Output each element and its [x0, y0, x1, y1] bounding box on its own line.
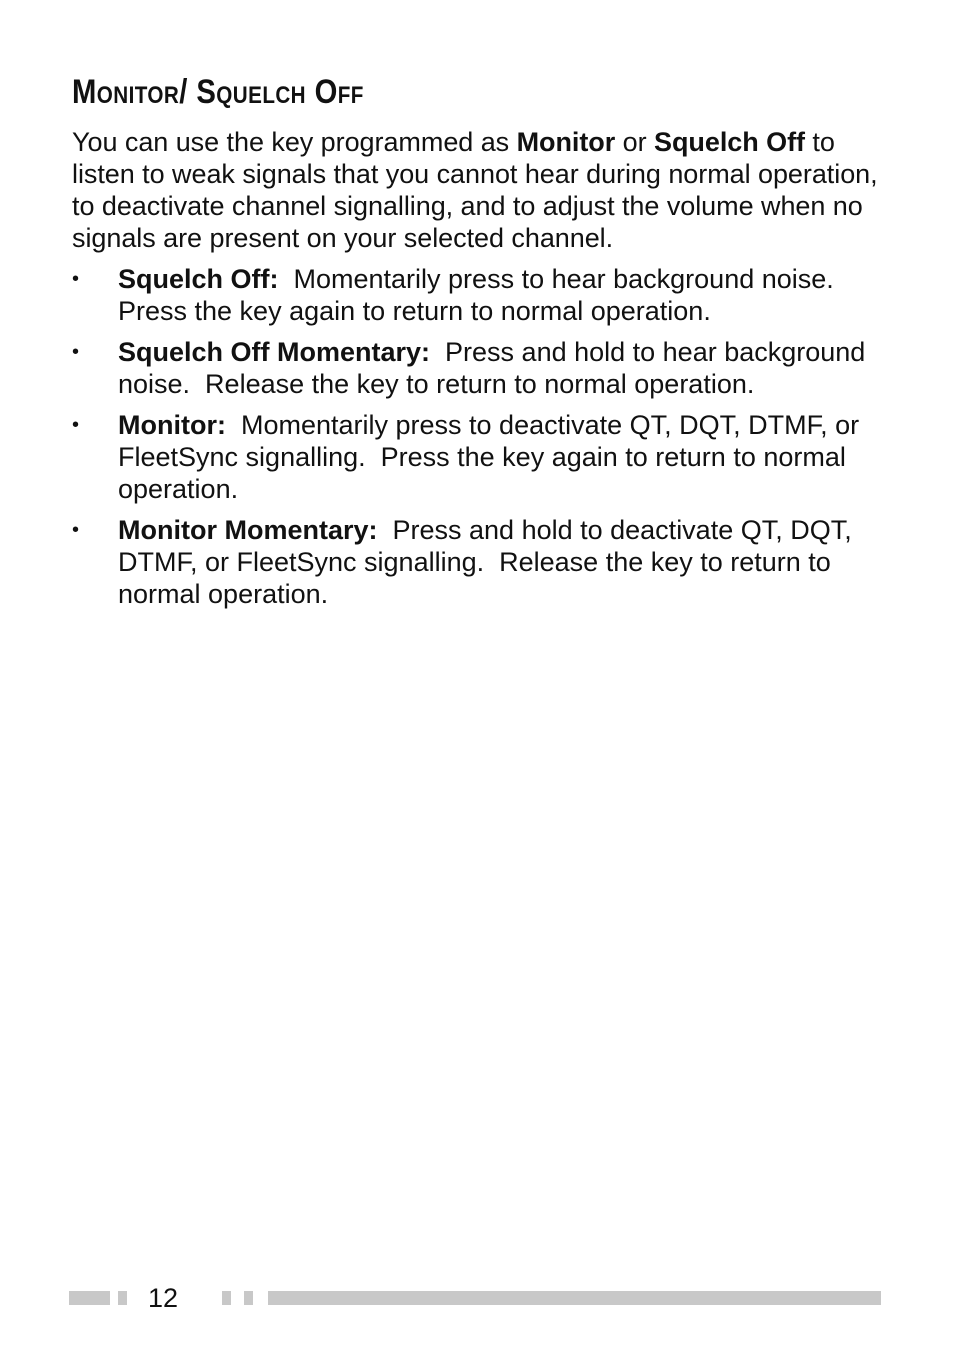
- page-number: 12: [148, 1283, 179, 1313]
- item-description: Momentarily press to deactivate QT, DQT, DTMF, or FleetSync signalling. Press the key again to return to normal operation.: [118, 410, 867, 504]
- list-item: [72, 514, 882, 610]
- item-term: Squelch Off:: [118, 264, 279, 294]
- bullet-icon: •: [72, 414, 80, 436]
- item-term: Monitor:: [118, 410, 226, 440]
- intro-text-3: to listen to weak signals that you cannot hear during normal operation, to deactivate channel signalling, and to adjust the volume when no signals are present on your selected channel.: [72, 127, 878, 253]
- intro-text-1: You can use the key programmed as: [72, 127, 517, 157]
- bullet-icon: •: [72, 341, 80, 363]
- intro-bold-monitor: Monitor: [516, 127, 616, 157]
- list-item: [72, 409, 882, 505]
- section-heading: Monitor/ Squelch Off: [72, 73, 364, 111]
- list-item: [72, 263, 882, 327]
- item-description: Press and hold to deactivate QT, DQT, DTMF, or FleetSync signalling. Release the key to return to normal operation.: [118, 515, 860, 609]
- page-content: [72, 72, 882, 619]
- item-description: Press and hold to hear background noise. Release the key to return to normal operation.: [118, 337, 873, 399]
- footer-square: [244, 1291, 253, 1305]
- intro-bold-squelch-off: Squelch Off: [654, 127, 805, 157]
- footer-square: [118, 1291, 127, 1305]
- bullet-icon: •: [72, 519, 80, 541]
- page-footer: [0, 1280, 954, 1316]
- item-term: Squelch Off Momentary:: [118, 337, 431, 367]
- bullet-icon: •: [72, 268, 80, 290]
- list-item: [72, 336, 882, 400]
- footer-bar-left: [69, 1291, 110, 1305]
- intro-paragraph: [72, 126, 882, 254]
- intro-text-2: or: [615, 127, 655, 157]
- footer-square: [222, 1291, 231, 1305]
- function-list: [72, 263, 882, 610]
- item-term: Monitor Momentary:: [118, 515, 378, 545]
- footer-bar-right: [268, 1291, 881, 1305]
- item-description: Momentarily press to hear background noise. Press the key again to return to normal operation.: [118, 264, 849, 326]
